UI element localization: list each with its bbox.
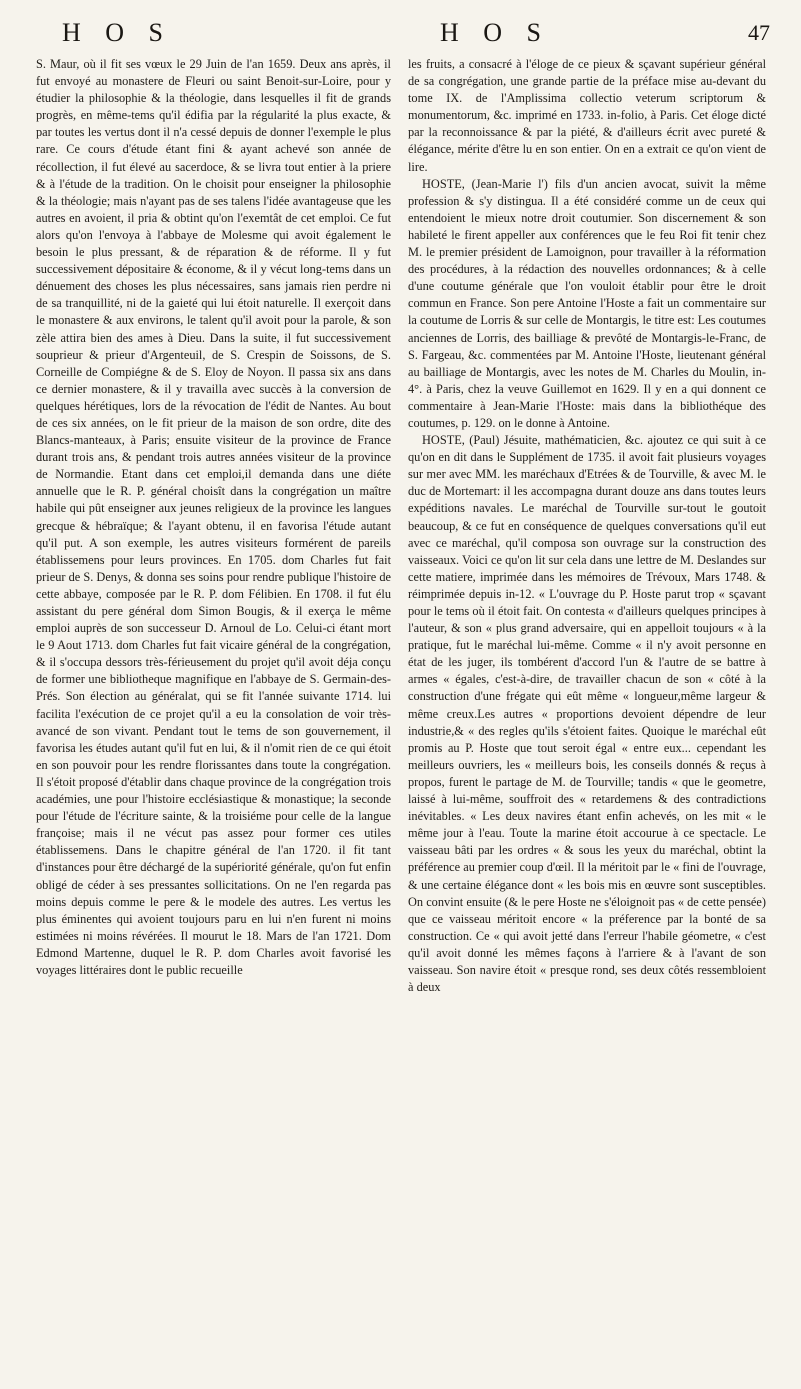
paragraph: S. Maur, où il fit ses vœux le 29 Juin de l'an 1659. Deux ans après, il fut envoyé au monastere de Fleuri ou saint Benoit-sur-Loire, pour y étudier la philosophie & la théologie, dans lesquelles il fit de grands progrès, en même-tems qu'il édifia par la régularité la plus exacte, & par toutes les vertus dont il n'a cessé depuis de donner l'exemple le plus rare. Ce cours d'étude étant fini & ayant achevé son année de récollection, il fut élevé au sacerdoce, & se livra tout entier à la priere & à l'étude de la tradition. On le choisit pour enseigner la philosophie & la théologie; mais n'ayant pas de ses talens l'idée avantageuse que les autres en avoient, il pria & obtint qu'on l'exemtât de cet emploi. Ce fut alors qu'on l'envoya à l'abbaye de Molesme qui avoit également le besoin le plus pressant, & de réparation & de réforme. Il y fut successivement dépositaire & économe, & il y vécut long-tems dans un dénuement des choses les plus nécessaires, sans jamais rien perdre ni de sa tranquillité, ni de la gaieté qui lui étoit naturelle. Il exerçoit dans le monastere & aux environs, le talent qu'il avoit pour la parole, & son zèle attira bien des ames à Dieu. Dans la suite, il fut successivement souprieur & prieur d'Argenteuil, de S. Crespin de Soissons, de S. Corneille de Compiégne & de S. Eloy de Noyon. Il passa six ans dans ce dernier monastere, & il y travailla avec succès à la conversion de quelques hérétiques, lors de la révocation de l'édit de Nantes. Au bout de ces six années, on le fit prieur de la maison de son ordre, dite des Blancs-manteaux, à Paris; ensuite visiteur de la province de France durant trois ans, & pendant trois autres années visiteur de la province de Normandie. Etant dans cet emploi,il demanda dans une diéte annuelle que le R. P. général choisît dans la congrégation un maître habile qui pût enseigner aux jeunes religieux de la province les langues grecque & hébraïque; & l'ayant obtenu, il en favorisa l'étude autant qu'il put. A son exemple, les autres visiteurs formérent de pareils établissemens pour leurs provinces. En 1705. dom Charles fut fait prieur de S. Denys, & donna ses soins pour rendre publique l'histoire de cette abbaye, composée par le R. P. dom Félibien. En 1708. il fut élu assistant du pere général dom Simon Bougis, & il exerça le même emploi auprès de son successeur D. Arnoul de Lo. Celui-ci étant mort le 9 Aout 1713. dom Charles fut fait vicaire général de la congrégation, & il s'occupa dessors très-férieusement du projet qu'il avoit déja conçu de former une bibliotheque magnifique en l'abbaye de S. Germain-des-Prés. Son élection au généralat, qui se fit l'année suivante 1714. lui facilita l'exécution de ce projet qu'il a eu la consolation de voir très-avancé de son vivant. Pendant tout le tems de son gouvernement, il favorisa les études autant qu'il fut en lui, & il n'omit rien de ce qui étoit en son pouvoir pour les rendre florissantes dans toute la congrégation. Il s'étoit proposé d'établir dans chaque province de la congrégation trois académies, une pour l'histoire ecclésiastique & monastique; la seconde pour l'étude de l'écriture sainte, & la troisiéme pour celle de la langue françoise; mais il ne vécut pas assez pour former ces utiles établissemens. Dans le chapitre général de l'an 1720. il fit tant d'instances pour être déchargé de la supériorité générale, qu'on fut enfin obligé de céder à ses pressantes sollicitations. On ne l'en regarda pas moins depuis comme le pere & le modele des autres. Les vertus les plus éminentes qui avoient toujours paru en lui n'en furent ni moins estimées ni moins révérées. Il mourut le 18. Mars de l'an 1721. Dom Edmond Martenne, duquel le R. P. dom Charles avoit favorisé les voyages littéraires dont le public recueille (36, 57, 391, 977)
entry-hoste-paul: HOSTE, (Paul) Jésuite, mathématicien, &c. ajoutez ce qui suit à ce qu'on en dit dans le Supplément de 1735. il avoit fait plusieurs voyages sur mer avec MM. les maréchaux d'Etrées & de Tourville, & avec M. le duc de Mortemart: il les accompagna durant douze ans dans toutes leurs expéditions navales. Le maréchal de Tourville sur-tout le goutoit beaucoup, & ce fut en conséquence de quelques conversations qu'il eut avec ce maréchal, qu'il composa son ouvrage sur la construction des vaisseaux. Voici ce qu'on lit sur cela dans une lettre de M. Deslandes sur cette matiere, imprimée dans les mémoires de Trévoux, Mars 1748. & réimprimée depuis in-12. « L'ouvrage du P. Hoste parut trop « sçavant pour le tems où il étoit fait. On contesta « d'ailleurs quelques principes à l'auteur, & son « plus grand adversaire, qui en appelloit toujours « à la pratique, fut le maréchal lui-même. Comme « il n'y avoit personne en état de les juger, ils tombérent d'accord l'un & l'autre de se battre à armes « égales, c'est-à-dire, de travailler chacun de son « côté à la construction d'une frégate qui eût même « longueur,même largeur & même creux.Les autres « proportions devoient dépendre de leur industrie,& « des regles qu'ils s'étoient faites. Quoique le maréchal eût promis au P. Hoste que tout seroit égal « entre eux... cependant les meilleurs ouvriers, les « meilleurs bois, les conseils donnés & reçus à propos, furent le partage de M. de Tourville; tandis « que le geometre, laissé à lui-même, souffroit des « retardemens & des contradictions inévitables. « Les deux navires étant enfin achevés, on les mit « le même jour à l'eau. Toute la marine étoit accourue à ce spectacle. Le vaisseau bâti par les ordres « & sous les yeux du maréchal, obtint la préférence au premier coup d'œil. Il la méritoit par le « fini de l'ouvrage, & une certaine élégance dont « les bois mis en œuvre sont susceptibles. On convint ensuite (& le pere Hoste ne s'éloignoit pas « de cette pensée) que ce vaisseau méritoit encore « la préference par la bonté de sa construction. Ce « qui avoit jetté dans l'erreur l'habile géometre, « c'est qu'il avoit donné les mêmes façons à l'arriere & à l'avant de son vaisseau. Son navire étoit « presque rond, ses deux côtés ressembloient à deux (408, 433, 766, 995)
right-column (408, 56, 766, 1371)
running-head-left: H O S (62, 18, 173, 47)
running-head-right: H O S (440, 18, 551, 47)
entry-hoste-jean-marie: HOSTE, (Jean-Marie l') fils d'un ancien avocat, suivit la même profession & s'y distingua. Il a été considéré comme un de ceux qui entendoient le mieux notre droit coutumier. Son discernement & son habileté le firent appeller aux conférences que le feu Roi fit tenir chez M. le premier président de Lamoignon, pour travailler à la réformation des procédures, à la rédaction des nouvelles ordonnances; & à celle d'une coutume générale que l'on vouloit établir pour être le droit commun en France. Son pere Antoine l'Hoste a fait un commentaire sur la coutume de Lorris & sur celle de Montargis, le titre est: Les coutumes anciennes de Lorris, des bailliage & prevôté de Montargis-le-Franc, de S. Fargeau, &c. commentées par M. Antoine l'Hoste, lieutenant général au bailliage de Montargis, avec les notes de M. Charles du Moulin, in-4°. à Paris, chez la veuve Guillemot en 1629. Il y en a qui donnent ce commentaire à Jean-Marie l'Hoste: mais dans la bibliothéque des coutumes, p. 129. on le donne à Antoine. (408, 176, 766, 430)
page-header (0, 18, 801, 50)
paragraph: les fruits, a consacré à l'éloge de ce pieux & sçavant supérieur général de sa congrégation, une grande partie de la préface mise au-devant du tome IX. de l'Amplissima collectio veterum scriptorum & monumentorum, &c. imprimé en 1733. in-folio, à Paris. Cet éloge dicté par la reconnoissance & par la piété, & d'ailleurs écrit avec pureté & élégance, mérite d'être lu en son entier. On en a extrait ce qu'on vient de lire. (408, 57, 766, 174)
left-column (36, 56, 391, 1371)
page-number: 47 (748, 20, 770, 45)
